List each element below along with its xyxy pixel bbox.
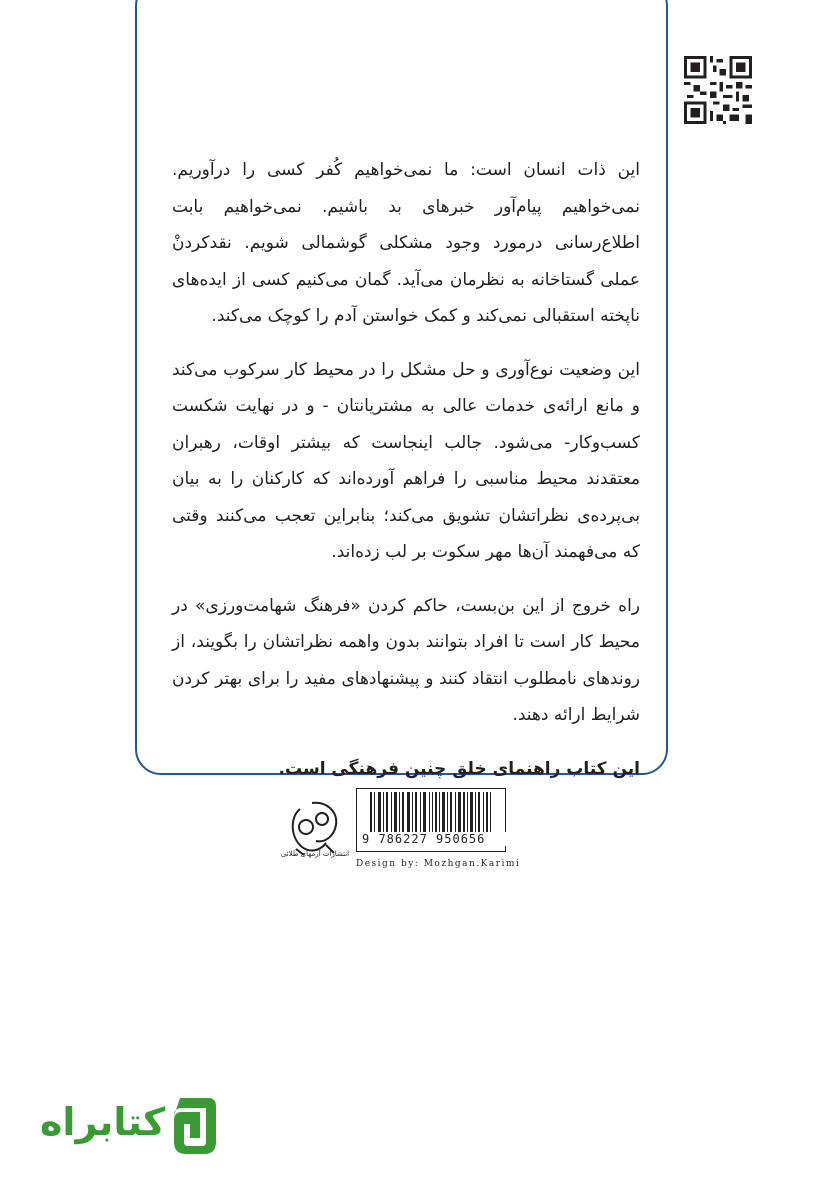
- publisher-name: انتشارات آزمهای طلائی: [280, 850, 350, 858]
- blurb-text: [172, 152, 640, 804]
- isbn-number: 9 786227 950656: [360, 832, 506, 846]
- paragraph-3: راه خروج از این بن‌بست، حاکم کردن «فرهنگ شهامت‌ورزی» در محیط کار است تا افراد بتوانند بدون واهمه نظراتشان را بگویند، از روندهای نامطلوب انتقاد کنند و پیشنهادهای مفید را برای بهتر کردن شرایط ارائه دهند.: [172, 595, 640, 725]
- paragraph-1: این ذات انسان است: ما نمی‌خواهیم کُفر کسی را درآوریم. نمی‌خواهیم پیام‌آور خبرهای بد باشیم. نمی‌خواهیم بابت اطلاع‌رسانی درمورد وجود مشکلی گوشمالی شویم. نقدکردنْ عملی گستاخانه به نظرمان می‌آید. گمان می‌کنیم کسی از ایده‌های ناپخته استقبالی نمی‌کند و کمک خواستن آدم را کوچک می‌کند.: [172, 160, 640, 326]
- closing-line: این کتاب راهنمای خلق چنین فرهنگی است.: [278, 758, 640, 779]
- design-credit: Design by: Mozhgan.Karimi: [356, 859, 521, 869]
- paragraph-2: این وضعیت نوع‌آوری و حل مشکل را در محیط کار سرکوب می‌کند و مانع ارائه‌ی خدمات عالی به مشتریانتان - و در نهایت شکست کسب‌وکار- می‌شود. جالب اینجاست که بیشتر اوقات، رهبران معتقدند محیط مناسبی را فراهم آورده‌اند که کارکنان را به بیان بی‌پرده‌ی نظراتشان تشویق می‌کند؛ بنابراین تعجب می‌کنند وقتی که می‌فهمند آن‌ها مهر سکوت بر لب زده‌اند.: [172, 359, 640, 562]
- brand-wordmark: کتابراه: [40, 1100, 166, 1144]
- qr-code: [684, 56, 752, 124]
